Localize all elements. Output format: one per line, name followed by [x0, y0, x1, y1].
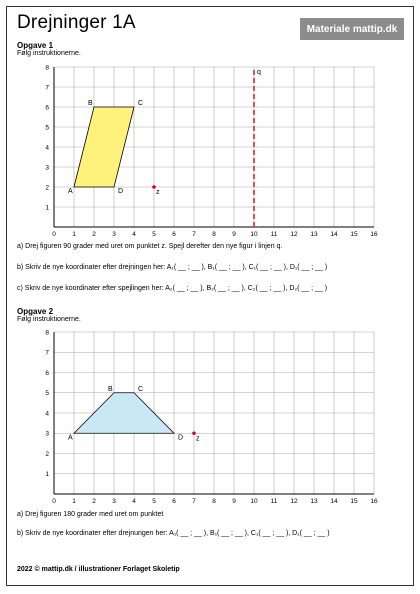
x-tick-label: 12: [290, 231, 298, 238]
x-tick-label: 3: [112, 498, 116, 505]
x-tick-label: 6: [172, 498, 176, 505]
y-tick-label: 8: [45, 64, 49, 72]
y-tick-label: 7: [45, 84, 49, 92]
y-tick-label: 7: [45, 349, 49, 357]
x-tick-label: 10: [250, 231, 258, 238]
vertex-label: C: [138, 385, 144, 393]
rotation-point-label: z: [156, 189, 160, 196]
y-tick-label: 6: [45, 369, 49, 377]
vertex-label: A: [68, 434, 73, 442]
x-tick-label: 5: [152, 498, 156, 505]
x-tick-label: 1: [72, 498, 76, 505]
x-tick-label: 0: [52, 498, 56, 505]
x-tick-label: 12: [290, 498, 298, 505]
exercise2-task-b: b) Skriv de nye koordinater efter drejnungen her: A₁( __ ; __ ), B₁( __ ; __ ), C₁( __ ; __ ), D₁( __ ; __ ): [17, 530, 330, 537]
exercise1-task-c: c) Skriv de nye koordinater efter spejlingen her: A₂( __ ; __ ), B₂( __ ; __ ), C₂( __ ; __ ), D₂( __ ; __ ): [17, 285, 328, 292]
page-title: Drejninger 1A: [17, 12, 136, 33]
y-tick-label: 5: [45, 124, 49, 132]
x-tick-label: 4: [132, 498, 136, 505]
vertex-label: D: [178, 434, 184, 442]
exercise2-task-a: a) Drej figuren 180 grader med uret om punktet: [17, 511, 164, 518]
footer-credit: 2022 © mattip.dk / illustrationer Forlaget Skoletip: [17, 566, 180, 573]
exercise2-title: Opgave 2: [17, 307, 54, 316]
rotation-point-label: z: [196, 435, 200, 443]
y-tick-label: 1: [45, 204, 49, 212]
mirror-line-label: q: [257, 69, 261, 76]
y-tick-label: 1: [45, 471, 49, 479]
x-tick-label: 5: [152, 231, 156, 238]
x-tick-label: 8: [212, 231, 216, 238]
brand-badge: Materiale mattip.dk: [300, 18, 404, 40]
y-tick-label: 6: [45, 104, 49, 112]
y-tick-label: 2: [45, 184, 49, 192]
x-tick-label: 7: [192, 231, 196, 238]
x-tick-label: 0: [52, 231, 56, 238]
x-tick-label: 3: [112, 231, 116, 238]
exercise2-subtitle: Følg instruktionerne.: [17, 316, 81, 323]
x-tick-label: 13: [310, 231, 318, 238]
y-tick-label: 8: [45, 329, 49, 337]
x-tick-label: 2: [92, 231, 96, 238]
exercise1-title: Opgave 1: [17, 41, 54, 50]
x-tick-label: 16: [370, 498, 378, 505]
exercise1-task-b: b) Skriv de nye koordinater efter drejningen her: A₁( __ ; __ ), B₁( __ ; __ ), C₁( __ ; __ ), D₁( __ ; __ ): [17, 264, 328, 271]
vertex-label: C: [138, 100, 144, 107]
y-tick-label: 5: [45, 390, 49, 398]
x-tick-label: 13: [310, 498, 318, 505]
vertex-label: A: [68, 188, 73, 195]
x-tick-label: 15: [350, 231, 358, 238]
x-tick-label: 11: [270, 231, 278, 238]
y-tick-label: 3: [45, 430, 49, 438]
y-tick-label: 2: [45, 450, 49, 458]
x-tick-label: 2: [92, 498, 96, 505]
x-tick-label: 7: [192, 498, 196, 505]
y-tick-label: 4: [45, 144, 49, 152]
exercise1-task-a: a) Drej figuren 90 grader med uret om punktet z. Spejl derefter den nye figur i linjen q.: [17, 243, 283, 250]
vertex-label: D: [118, 188, 124, 195]
x-tick-label: 1: [72, 231, 76, 238]
x-tick-label: 4: [132, 231, 136, 238]
vertex-label: B: [88, 100, 93, 107]
x-tick-label: 14: [330, 231, 338, 238]
x-tick-label: 6: [172, 231, 176, 238]
y-tick-label: 4: [45, 410, 49, 418]
y-tick-label: 3: [45, 164, 49, 172]
x-tick-label: 11: [270, 498, 278, 505]
exercise1-subtitle: Følg instruktionerne.: [17, 50, 81, 57]
x-tick-label: 8: [212, 498, 216, 505]
x-tick-label: 9: [232, 231, 236, 238]
x-tick-label: 16: [370, 231, 378, 238]
x-tick-label: 9: [232, 498, 236, 505]
vertex-label: B: [108, 385, 113, 393]
x-tick-label: 10: [250, 498, 258, 505]
x-tick-label: 15: [350, 498, 358, 505]
x-tick-label: 14: [330, 498, 338, 505]
